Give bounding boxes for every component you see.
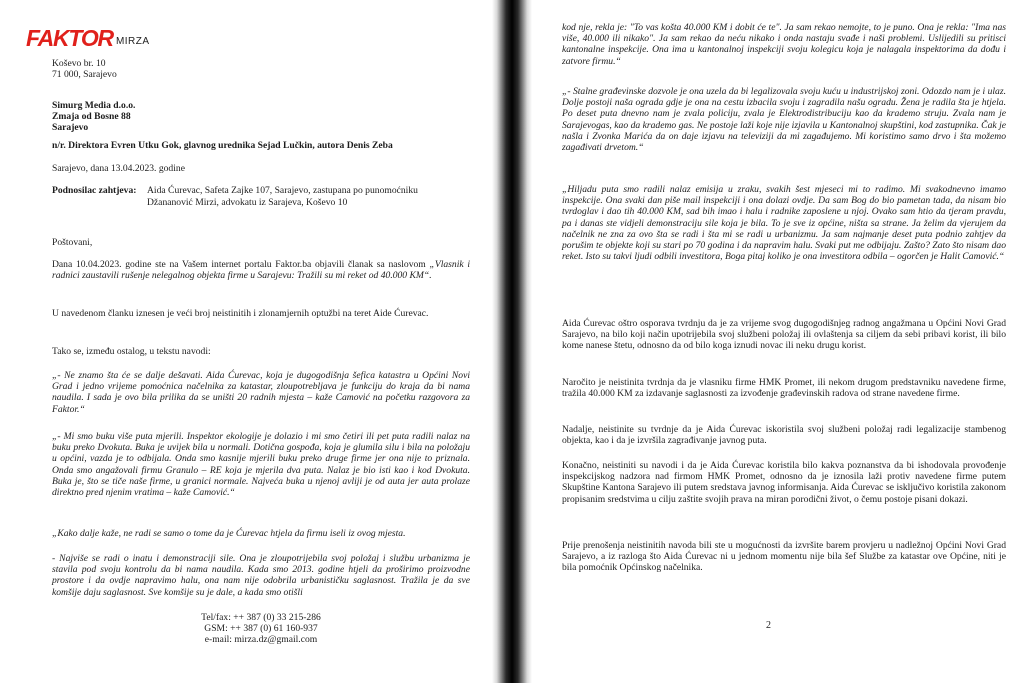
recipient-name: Simurg Media d.o.o. <box>52 100 136 111</box>
paragraph-3: Tako se, između ostalog, u tekstu navodi: <box>52 346 211 357</box>
article-title: „Vlasnik i radnici zaustavili rušenje nelegalnog objekta firme u Sarajevu: Tražili su mi reket od 40.000 KM“. <box>52 259 470 282</box>
quote-6: „Hiljadu puta smo radili nalaz emisija u zraku, svakih šest mjeseci mi to radimo. Mi svakodnevno imamo inspekcije. Ona svaki dan piše mail inspekciji i ona dolazi ovdje. Da sam Bog do bio pametan tada, da nisam bio tvrdoglav i dao tih 40.000 KM, sad bih imao i halu i radnike zaposlene u njoj. Ovako sam htio da tjeram pravdu, pa i danas ste vidjeli demonstraciju sile koja je bila. To je sve iz općine, ništa sa strane. Ja želim da vjerujem da načelnik ne zna za ovo šta se radi i šta mi se radi u urbanizmu. Ja sam najmanje deset puta podnio zahtjev da porušim te objekte koji su stari po 70 godina i da napravim halu. Svaki put me odbijaju. Zašto? Zato što nisam dao reket. Isto su takvi ljudi odbili investitora, Boga pitaj koliko je ona investitora odbila – ogorčen je Halit Camović.“ <box>562 184 1006 263</box>
document-page-1 <box>0 0 492 683</box>
page-number: 2 <box>766 620 771 631</box>
faktor-logo: FAKTOR <box>26 25 113 51</box>
attention-line: n/r. Direktora Evren Utku Gok, glavnog urednika Sejad Lučkin, autora Denis Zeba <box>52 140 393 151</box>
footer-email: e-mail: mirza.dz@gmail.com <box>204 634 318 646</box>
quote-5: „- Stalne građevinske dozvole je ona uzela da bi legalizovala svoju kuću u industrijskoj zoni. Odozdo nam je i ulaz. Dolje postoji naša ograda gdje je ona na cestu izbacila svoju i zagradila našu ogradu. Žena je radila šta je htjela. Po deset puta dnevno nam je zvala policiju, zvala je Elektrodistribuciju kao da krademo struju. Zvala nam je Sarajevogas, kao da krademo gas. Ne postoje laži koje nije izjavila u Kantonalnoj skupštini, kod zastupnika. Čak je našla i Zvonka Marića da on daje izjavu na televiziji da mi zagađujemo. Mi koristimo samo drvo i šta možemo zagađivati drvetom.“ <box>562 86 1006 154</box>
quote-4: - Najviše se radi o inatu i demonstraciji sile. Ona je zloupotrijebila svoj položaj i službu urbanizma je stavila pod svoju kontrolu da bi nama naudila. Kada smo 2013. godine htjeli da proširimo proizvodne prostore i da ovdje napravimo halu, ona nam nije odobrila urbanističku saglasnost. Tražila je da sve komšije daju saglasnost. Sve komšije su je dale, a kada smo otišli <box>52 553 470 598</box>
recipient-city: Sarajevo <box>52 122 89 134</box>
paragraph-7: Aida Ćurevac oštro osporava tvrdnju da je za vrijeme svog dugogodišnjeg radnog angažmana u Općini Novi Grad Sarajevo, na bilo koji način upotrijebila svoj službeni položaj ili ovlaštenja sa ciljem da sebi pribavi korist, ili bilo kome nanese štetu, odnosno da od bilo koga iznudi novac ili neku drugu korist. <box>562 318 1006 352</box>
paragraph-2: U navedenom članku iznesen je veći broj neistinitih i zlonamjernih optužbi na teret Aide Ćurevac. <box>52 308 429 319</box>
sender-city: 71 000, Sarajevo <box>52 69 117 81</box>
paragraph-8: Naročito je neistinita tvrdnja da je vlasniku firme HMK Promet, ili nekom drugom predstavniku navedene firme, tražila 40.000 KM za izdavanje saglasnosti za izvođenje građevinskih radova od strane navedene firme. <box>562 377 1006 400</box>
letterhead-logo <box>26 25 150 51</box>
logo-name: MIRZA <box>115 36 150 47</box>
recipient-address <box>52 100 135 134</box>
paragraph-9: Nadalje, neistinite su tvrdnje da je Aida Ćurevac iskoristila svoj službeni položaj radi legalizacije stambenog objekta, kao i da je izvršila zagrađivanje javnog puta. <box>562 424 1006 447</box>
letter-footer <box>52 612 470 646</box>
footer-gsm: GSM: ++ 387 (0) 61 160-937 <box>204 623 318 635</box>
quote-2: „- Mi smo buku više puta mjerili. Inspektor ekologije je dolazio i mi smo četiri ili pet puta radili nalaz na buku preko Dvokuta. Buka je uvijek bila u normali. Dotična gospođa, koja je glumila silu i bila na položaju u općini, vazda je to odbijala. Onda smo kasnije mjerili buku preko druge firme jer ona nije to priznala. Onda smo angažovali firmu Granulo – RE koja je mjerila dva puta. Nalaz je bio isti kao i kod Dvokuta. Buka je, što se tiče naše firme, u granici normale. Najveća buka u njenoj avliji je od auta jer auta prolaze direktno pred njenim vratima – kaže Camović.“ <box>52 431 470 499</box>
applicant-line-2: Džananović Mirzi, advokatu iz Sarajeva, Koševo 10 <box>147 197 348 208</box>
intro-text: Dana 10.04.2023. godine ste na Vašem internet portalu Faktor.ba objavili članak sa naslovom <box>52 259 430 270</box>
footer-telfax: Tel/fax: ++ 387 (0) 33 215-286 <box>201 612 321 623</box>
applicant-label: Podnosilac zahtjeva: <box>52 185 137 196</box>
intro-paragraph <box>52 259 470 281</box>
salutation: Poštovani, <box>52 237 93 248</box>
sender-address <box>52 58 117 80</box>
recipient-street: Zmaja od Bosne 88 <box>52 111 131 123</box>
quote-4-continued: kod nje, rekla je: "To vas košta 40.000 KM i dobit će te". Ja sam rekao nemojte, to je puno. Ona je rekla: "Ima nas više, 40.000 ili nikako". Ja sam rekao da neću nikako i onda nastaju svađe i naši problemi. Uslijedili su pritisci kantonalne inspekcije. Ona ima u kantonalnoj inspekciji svoju kolegicu koja je nalagala inspektorima da dođu i zatvore firmu.“ <box>562 22 1006 67</box>
quote-3: „Kako dalje kaže, ne radi se samo o tome da je Ćurevac htjela da firmu iseli iz ovog mjesta. <box>52 528 406 539</box>
paragraph-11: Prije prenošenja neistinitih navoda bili ste u mogućnosti da izvršite barem provjeru u nadležnoj Općini Novi Grad Sarajevo, a iz razloga što Aida Ćurevac ni u jednom momentu nije bila šef Službe za katastar ove Općine, niti je bila pomoćnik Općinskog načelnika. <box>562 540 1006 574</box>
applicant-line-1: Aida Ćurevac, Safeta Zajke 107, Sarajevo, zastupana po punomoćniku <box>147 185 418 196</box>
document-page-2 <box>532 0 1024 683</box>
letter-date: Sarajevo, dana 13.04.2023. godine <box>52 163 185 174</box>
page-gutter <box>492 0 532 683</box>
quote-1: „- Ne znamo šta će se dalje dešavati. Aida Ćurevac, koja je dugogodišnja šefica katastra u Općini Novi Grad i jedno vrijeme pomoćnica načelnika za katastar, zloupotrebljava je funkciju do kraja da bi nama naudila. I sada je ovo bila prilika da se uništi 20 radnih mjesta – kaže Camović na početku razgovora za Faktor.“ <box>52 370 470 415</box>
sender-street: Koševo br. 10 <box>52 58 106 69</box>
paragraph-10: Konačno, neistiniti su navodi i da je Aida Ćurevac koristila bilo kakva poznanstva da bi ishodovala provođenje inspekcijskog nadzora nad firmom HMK Promet, odnosno da je iznosila laži protiv navedene firme putem Skupštine Kantona Sarajevo ili putem sredstava javnog informisanja. Aida Ćurevac se isključivo koristila zakonom propisanim sredstvima u cilju zaštite svojih prava na miran porodični život, o čemu postoje pisani dokazi. <box>562 460 1006 505</box>
